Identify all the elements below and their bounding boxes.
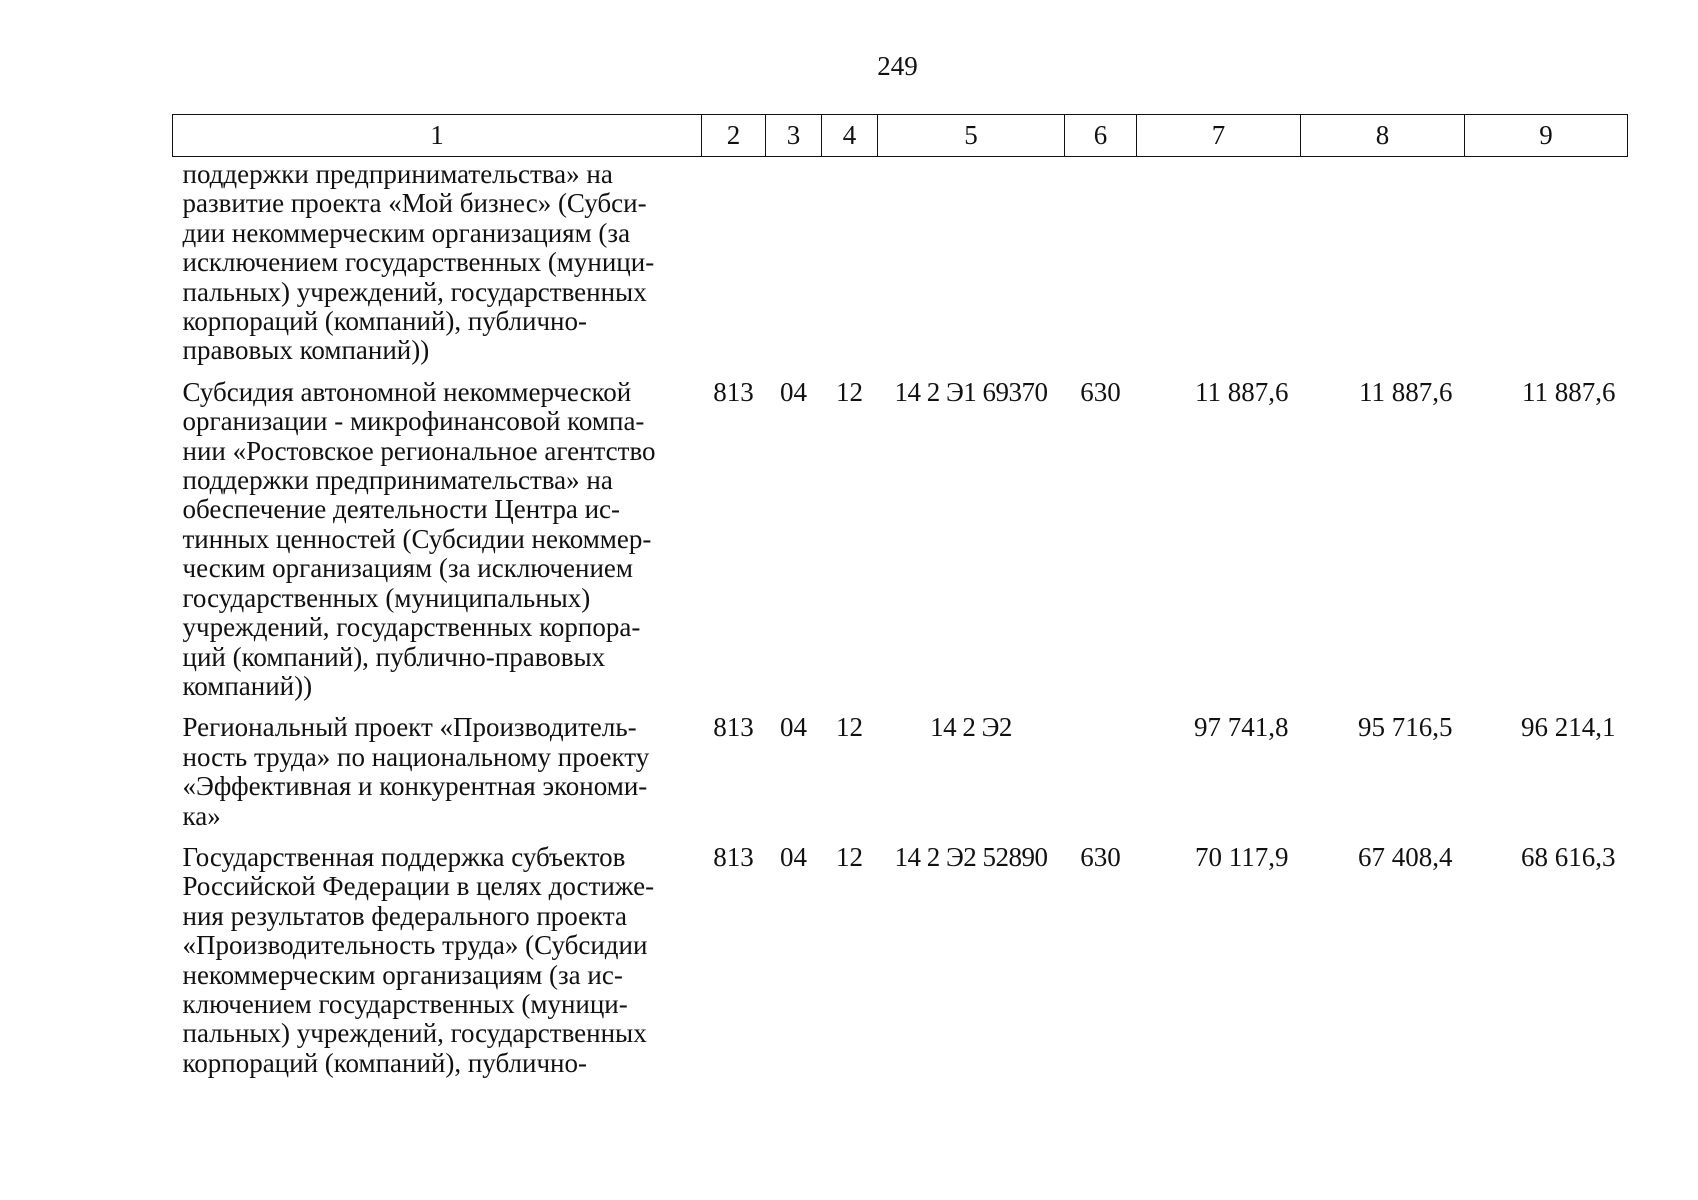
description-line: правовых компаний)) <box>182 335 430 366</box>
description-line: Российской Федерации в целях достиже- <box>182 871 655 902</box>
description-line: поддержки предпринимательства» на <box>182 159 613 189</box>
row-description <box>173 366 702 701</box>
cell-section <box>766 157 822 366</box>
cell-expense-type: 630 <box>1080 841 1121 872</box>
cell-amount-year1 <box>1137 157 1301 366</box>
description-line: ка» <box>182 800 221 831</box>
cell-amount-year2: 95 716,5 <box>1358 712 1453 743</box>
cell-section: 04 <box>780 376 807 407</box>
cell-target-article: 14 2 Э1 69370 <box>894 376 1048 407</box>
description-line: «Эффективная и конкурентная экономи- <box>182 771 648 802</box>
cell-amount-year3: 11 887,6 <box>1522 376 1616 407</box>
cell-ministry: 813 <box>713 841 754 872</box>
column-header-8: 8 <box>1301 115 1465 157</box>
description-line: ность труда» по национальному проекту <box>182 741 650 772</box>
description-line: нии «Ростовское региональное агентство <box>182 435 656 466</box>
cell-expense-type <box>1065 701 1137 831</box>
description-line: компаний)) <box>182 670 313 701</box>
cell-amount-year1: 70 117,9 <box>1195 841 1289 872</box>
row-description <box>173 157 702 366</box>
description-line: пальных) учреждений, государственных <box>182 276 647 307</box>
description-line: некоммерческим организациям (за ис- <box>182 959 623 990</box>
description-line: обеспечение деятельности Центра ис- <box>182 494 621 525</box>
cell-amount-year1: 11 887,6 <box>1195 376 1289 407</box>
table-row <box>173 831 1628 1078</box>
column-header-2: 2 <box>702 115 766 157</box>
column-header-6: 6 <box>1065 115 1137 157</box>
description-line: корпораций (компаний), публично- <box>182 306 587 337</box>
column-header-1: 1 <box>173 115 702 157</box>
column-header-4: 4 <box>822 115 878 157</box>
table-body <box>173 157 1628 1079</box>
row-description <box>173 701 702 831</box>
description-line: Региональный проект «Производитель- <box>182 712 637 743</box>
table-row <box>173 366 1628 701</box>
cell-amount-year2: 67 408,4 <box>1358 841 1453 872</box>
column-header-3: 3 <box>766 115 822 157</box>
description-line: исключением государственных (муници- <box>182 247 655 278</box>
description-line: Государственная поддержка субъектов <box>182 841 626 872</box>
header-row <box>173 115 1628 157</box>
cell-section: 04 <box>780 841 807 872</box>
page-number: 249 <box>877 51 918 81</box>
cell-subsection: 12 <box>836 841 863 872</box>
table-row <box>173 157 1628 366</box>
cell-subsection: 12 <box>836 712 863 743</box>
cell-amount-year3 <box>1465 157 1628 366</box>
cell-ministry: 813 <box>713 376 754 407</box>
description-line: государственных (муниципальных) <box>182 582 591 613</box>
description-line: ческим организациям (за исключением <box>182 553 633 584</box>
cell-target-article: 14 2 Э2 <box>930 712 1012 743</box>
description-line: развитие проекта «Мой бизнес» (Субси- <box>182 188 647 219</box>
cell-section: 04 <box>780 712 807 743</box>
cell-amount-year2 <box>1301 157 1465 366</box>
row-description <box>173 831 702 1078</box>
cell-target-article <box>878 157 1065 366</box>
description-line: ций (компаний), публично-правовых <box>182 641 606 672</box>
cell-target-article: 14 2 Э2 52890 <box>894 841 1048 872</box>
description-line: ключением государственных (муници- <box>182 988 628 1019</box>
column-header-9: 9 <box>1465 115 1628 157</box>
cell-subsection <box>822 157 878 366</box>
cell-expense-type <box>1065 157 1137 366</box>
description-line: организации - микрофинансовой компа- <box>182 406 645 437</box>
cell-amount-year2: 11 887,6 <box>1359 376 1453 407</box>
description-line: корпораций (компаний), публично- <box>182 1047 587 1078</box>
description-line: учреждений, государственных корпора- <box>182 612 641 643</box>
description-line: поддержки предпринимательства» на <box>182 465 613 496</box>
cell-ministry <box>702 157 766 366</box>
cell-ministry: 813 <box>713 712 754 743</box>
column-header-7: 7 <box>1137 115 1301 157</box>
description-line: ния результатов федерального проекта <box>182 900 627 931</box>
table-row <box>173 701 1628 831</box>
cell-expense-type: 630 <box>1080 376 1121 407</box>
column-header-5: 5 <box>878 115 1065 157</box>
description-line: дии некоммерческим организациям (за <box>182 217 631 248</box>
cell-amount-year1: 97 741,8 <box>1194 712 1289 743</box>
cell-subsection: 12 <box>836 376 863 407</box>
cell-amount-year3: 96 214,1 <box>1521 712 1616 743</box>
description-line: тинных ценностей (Субсидии некоммер- <box>182 523 652 554</box>
budget-table <box>172 114 1628 1078</box>
description-line: «Производительность труда» (Субсидии <box>182 930 648 961</box>
cell-amount-year3: 68 616,3 <box>1521 841 1616 872</box>
description-line: пальных) учреждений, государственных <box>182 1018 647 1049</box>
description-line: Субсидия автономной некоммерческой <box>182 376 632 407</box>
table-header <box>173 115 1628 157</box>
